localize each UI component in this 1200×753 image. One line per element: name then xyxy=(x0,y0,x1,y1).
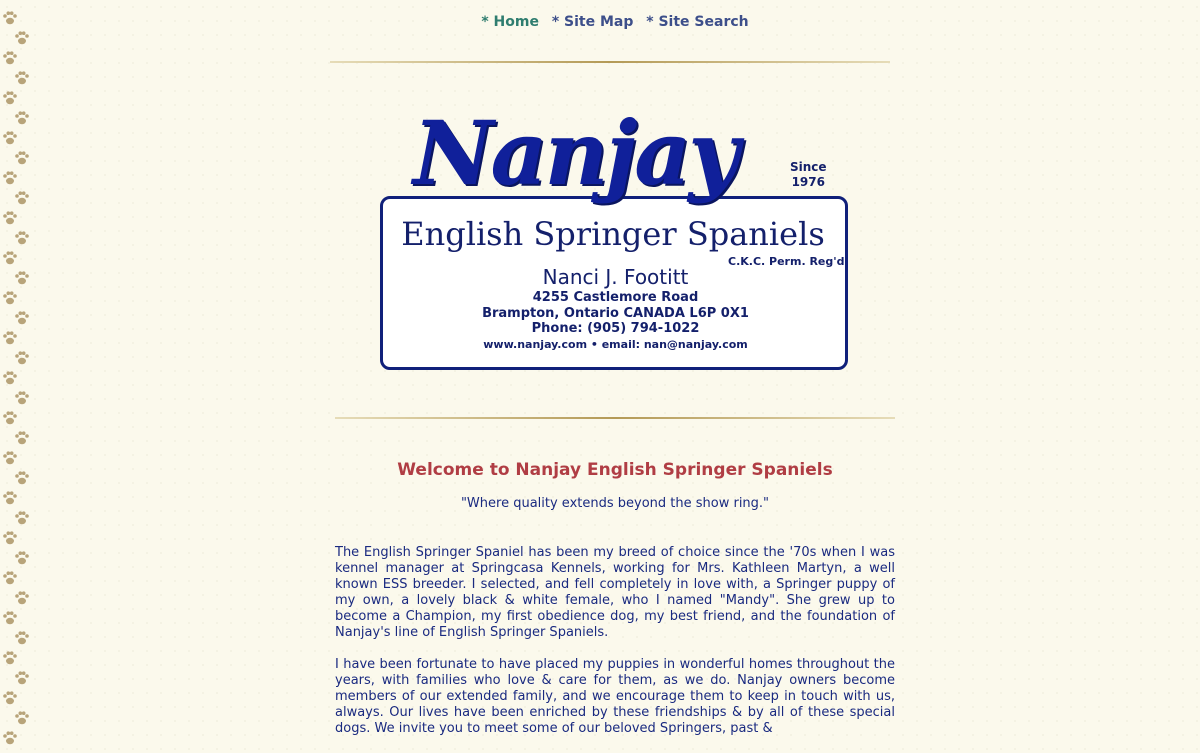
paw-print-icon xyxy=(2,650,36,670)
paw-print-icon xyxy=(14,150,48,170)
paw-print-icon xyxy=(14,710,48,730)
paw-print-icon xyxy=(14,390,48,410)
paw-print-icon xyxy=(2,90,36,110)
intro-text xyxy=(335,545,895,753)
web-email-line: www.nanjay.com • email: nan@nanjay.com xyxy=(483,338,748,351)
nav-sitemap-link[interactable]: * Site Map xyxy=(551,14,634,30)
nav-search-link[interactable]: * Site Search xyxy=(646,14,749,30)
paw-print-icon xyxy=(14,30,48,50)
paw-print-icon xyxy=(2,690,36,710)
paw-print-icon xyxy=(14,190,48,210)
owner-name: Nanci J. Footitt xyxy=(542,265,689,289)
paw-print-icon xyxy=(2,330,36,350)
nav-home-link[interactable]: * Home xyxy=(481,14,539,30)
address-line-2: Brampton, Ontario CANADA L6P 0X1 xyxy=(482,306,749,321)
paw-print-icon xyxy=(14,110,48,130)
paw-print-icon xyxy=(14,590,48,610)
phone-line: Phone: (905) 794-1022 xyxy=(531,321,700,336)
paw-print-icon xyxy=(14,430,48,450)
paw-print-icon xyxy=(2,210,36,230)
paw-print-icon xyxy=(2,50,36,70)
divider-middle xyxy=(335,417,895,419)
paw-print-icon xyxy=(14,350,48,370)
tagline-quote: "Where quality extends beyond the show ring." xyxy=(460,496,770,511)
paw-print-icon xyxy=(14,230,48,250)
paw-print-border xyxy=(0,0,40,740)
nanjay-logo xyxy=(378,100,848,368)
paw-print-icon xyxy=(14,670,48,690)
paw-print-icon xyxy=(2,730,36,750)
welcome-heading: Welcome to Nanjay English Springer Spaniels xyxy=(397,460,833,480)
paw-print-icon xyxy=(14,510,48,530)
paw-print-icon xyxy=(2,250,36,270)
logo-wordmark: Nanjay xyxy=(413,101,737,205)
divider-top xyxy=(330,61,890,63)
paw-print-icon xyxy=(2,570,36,590)
paw-print-icon xyxy=(2,410,36,430)
intro-paragraph: I have been fortunate to have placed my puppies in wonderful homes throughout the years, with families who love & care for them, as we do. Nanjay owners become members of our extended family, and we encourage them to keep in touch with us, always. Our lives have been enriched by these friendships & by all of these special dogs. We invite you to meet some of our beloved Springers, past & xyxy=(335,657,895,736)
since-label: Since 1976 xyxy=(790,160,827,189)
address-line-1: 4255 Castlemore Road xyxy=(532,290,699,305)
logo-title: English Springer Spaniels xyxy=(401,215,825,253)
paw-print-icon xyxy=(2,130,36,150)
intro-paragraph: The English Springer Spaniel has been my breed of choice since the '70s when I was kennel manager at Springcasa Kennels, working for Mrs. Kathleen Martyn, a well known ESS breeder. I selected, and fell completely in love with, a Springer puppy of my own, a lovely black & white female, who I named "Mandy". She grew up to become a Champion, my first obedience dog, my best friend, and the foundation of Nanjay's line of English Springer Spaniels. xyxy=(335,545,895,640)
paw-print-icon xyxy=(2,370,36,390)
paw-print-icon xyxy=(2,170,36,190)
paw-print-icon xyxy=(2,290,36,310)
top-navigation xyxy=(0,14,1200,30)
paw-print-icon xyxy=(14,550,48,570)
paw-print-icon xyxy=(14,310,48,330)
paw-print-icon xyxy=(14,270,48,290)
paw-print-icon xyxy=(14,630,48,650)
registration-label: C.K.C. Perm. Reg'd xyxy=(728,255,845,268)
paw-print-icon xyxy=(2,530,36,550)
paw-print-icon xyxy=(14,70,48,90)
paw-print-icon xyxy=(2,610,36,630)
